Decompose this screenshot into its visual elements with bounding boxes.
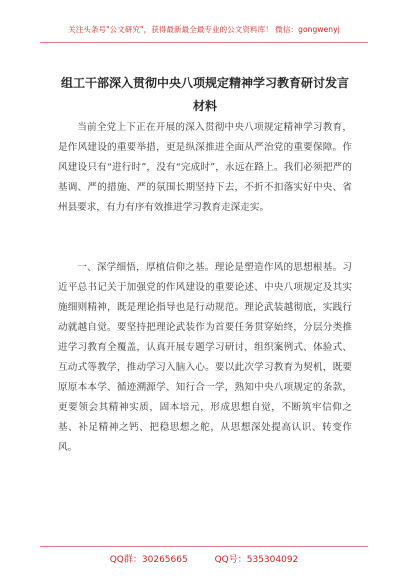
document-title: 组工干部深入贯彻中央八项规定精神学习教育研讨发言材料 <box>60 76 349 113</box>
header-divider <box>40 42 368 43</box>
footer-divider <box>40 546 368 547</box>
paragraph-section-one: 一、深学细悟，厚植信仰之基。理论是塑造作风的思想根基。习近平总书记关于加强党的作风建设的重要论述、中央八项规定及其实施细则精神，既是理论指导也是行动规范。理论武装越彻底，实践行动就越自觉。要坚持把理论武装作为首要任务贯穿始终，分层分类推进学习教育全覆盖，认真开展专题学习研讨，组织案例式、体验式、互动式等教学，推动学习入脑入心。要以此次学习教育为契机，既要原原本本学、循迹溯源学、知行合一学，熟知中央八项规定的条款，更要领会其精神实质，固本培元，形成思想自觉，不断筑牢信仰之基、补足精神之钙、把稳思想之舵，从思想深处提高认识、转变作风。 <box>58 262 352 453</box>
paragraph-intro: 当前全党上下正在开展的深入贯彻中央八项规定精神学习教育，是作风建设的重要举措，更是纵深推进全面从严治党的重要保障。作风建设只有“进行时”，没有“完成时”，永远在路上。我们必须把严的基调、严的措施、严的氛围长期坚持下去，不折不扣落实好中央、省州县要求，有力有序有效推进学习教育走深走实。 <box>58 122 352 213</box>
promo-header: 关注头条号"公文研究"，获得最新最全最专业的公文资料库！ 微信：gongwenyj <box>68 25 340 34</box>
qq-group-number: QQ群：30265665 <box>109 555 188 565</box>
contact-footer <box>0 552 408 565</box>
qq-account-number: QQ号：535304092 <box>214 555 299 565</box>
